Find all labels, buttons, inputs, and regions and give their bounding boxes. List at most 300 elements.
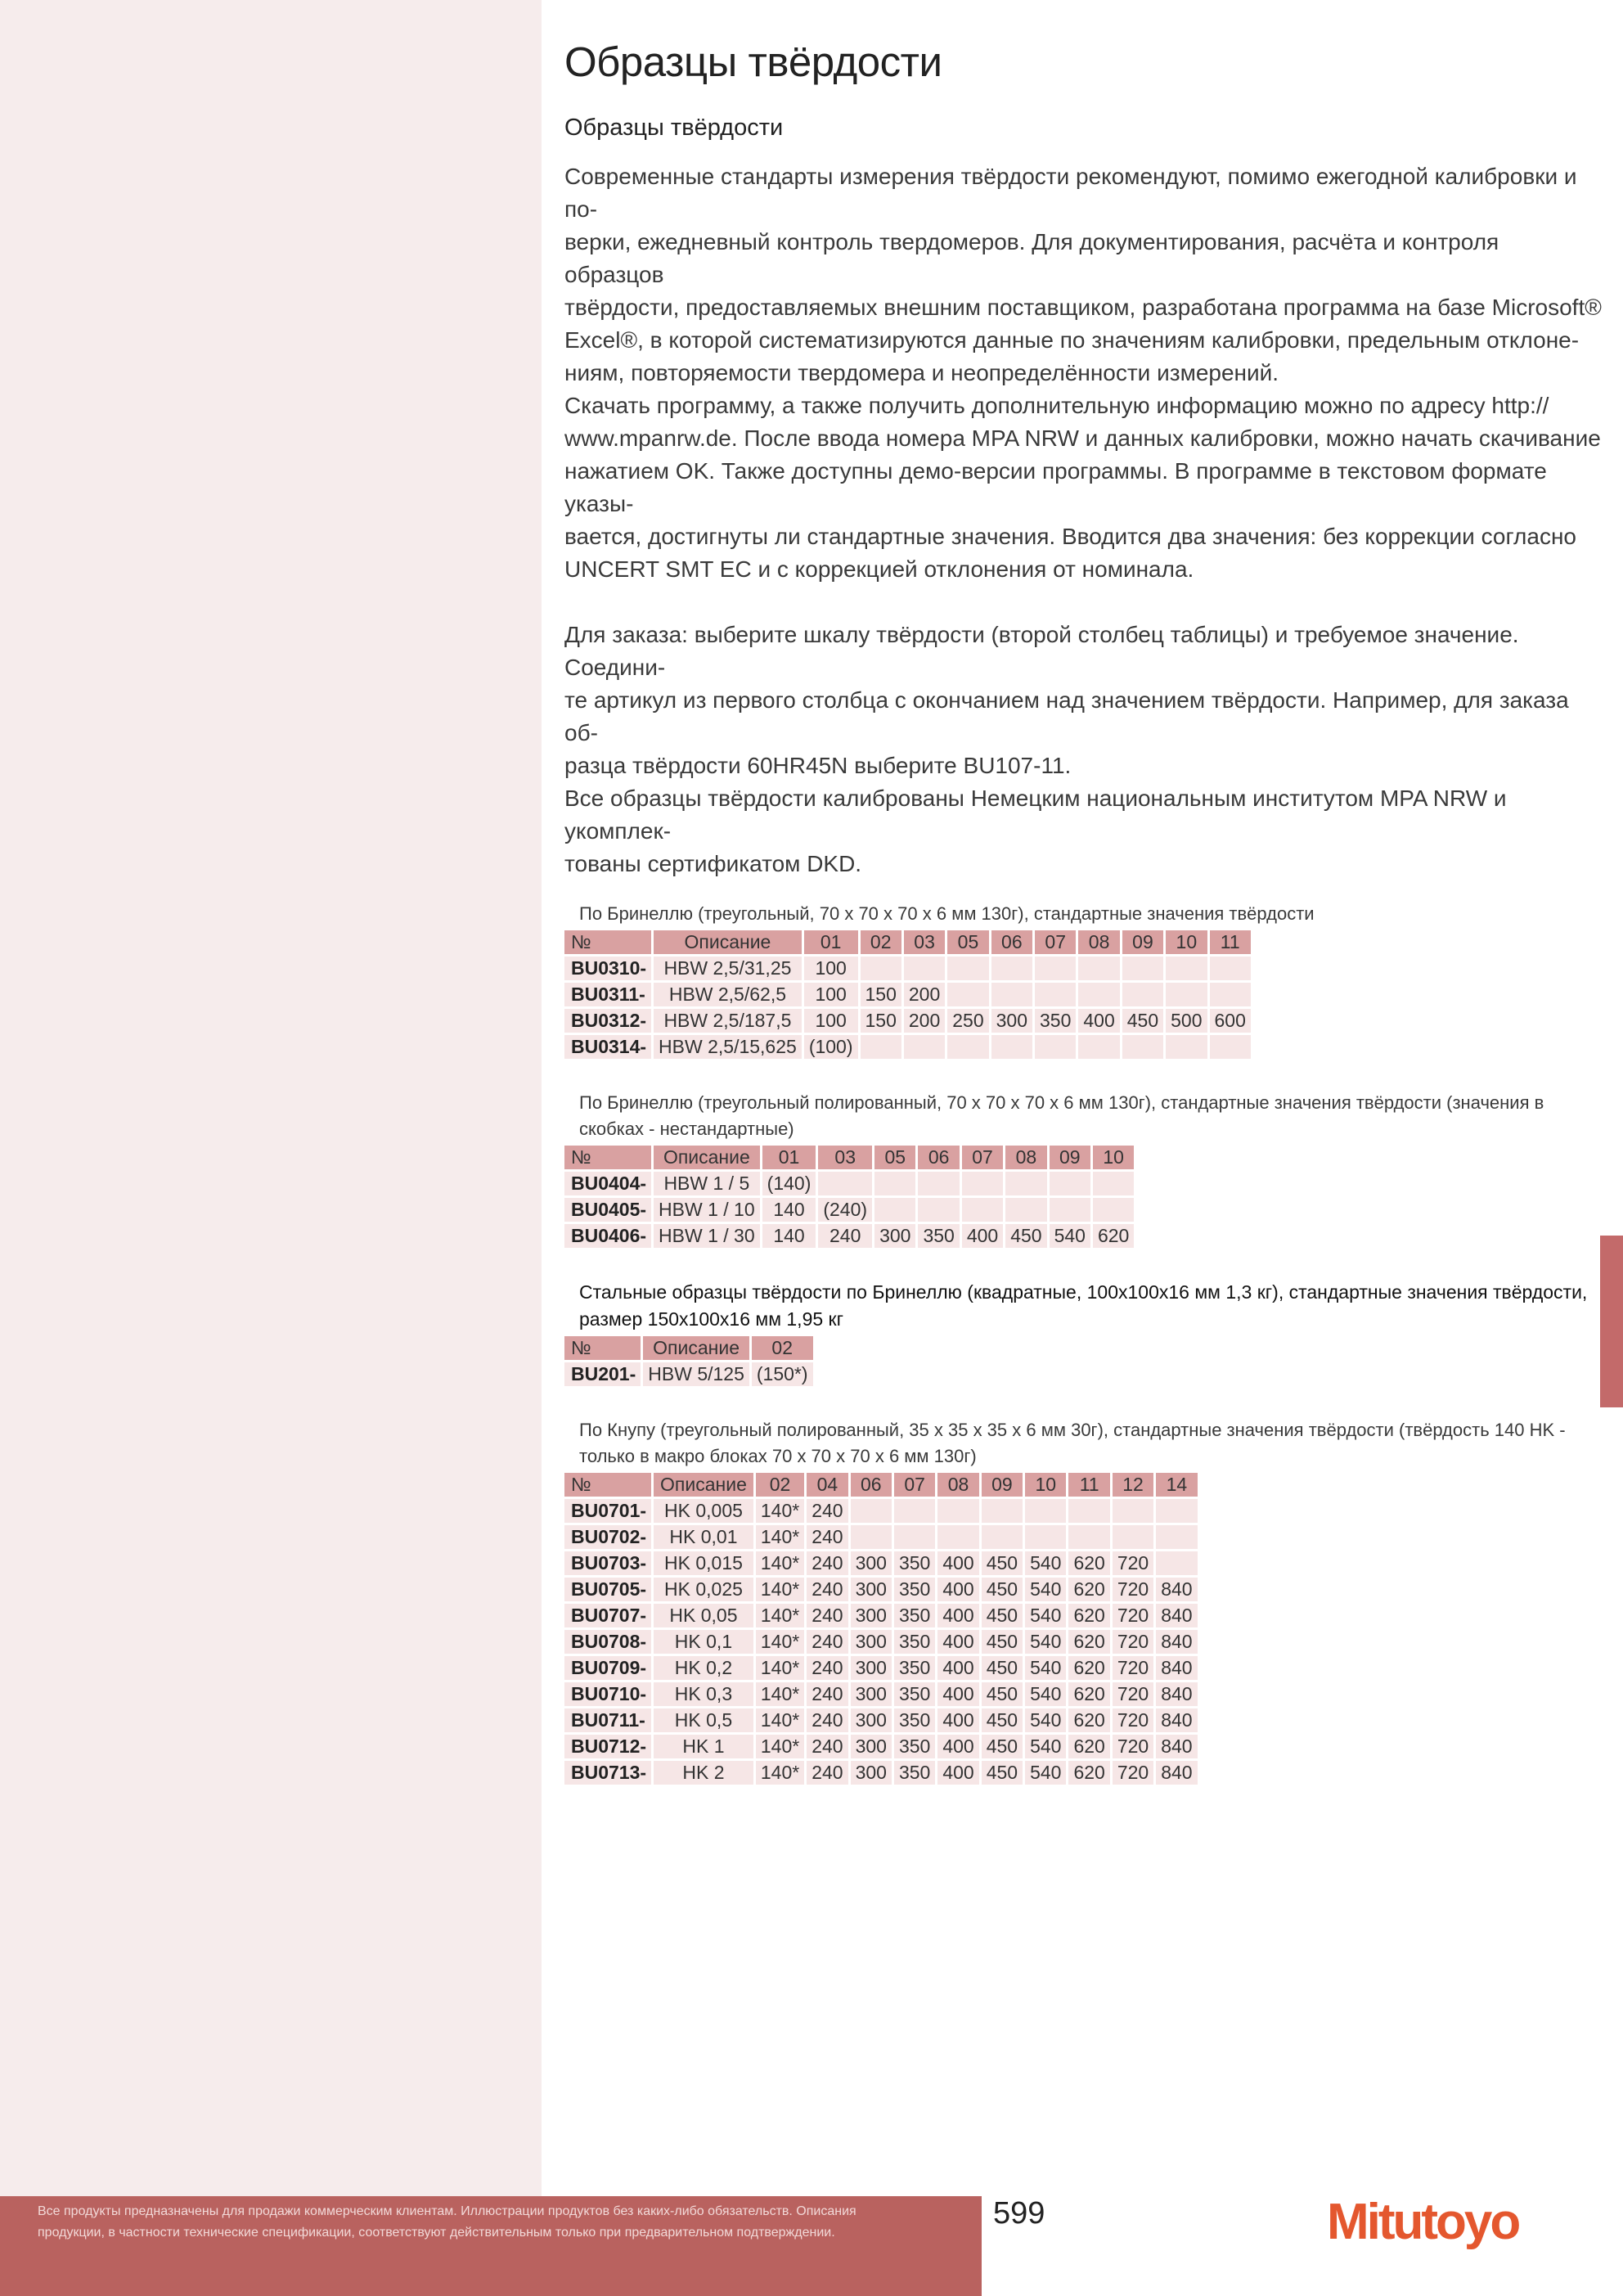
value-cell: 140 — [762, 1198, 816, 1222]
value-cell — [1093, 1172, 1134, 1195]
column-header: № — [564, 930, 651, 954]
value-cell: 240 — [807, 1604, 847, 1627]
value-cell: 450 — [982, 1604, 1023, 1627]
text-line: разца твёрдости 60HR45N выберите BU107-11. — [564, 753, 1072, 778]
value-cell: 500 — [1166, 1009, 1207, 1033]
column-header: 06 — [851, 1473, 892, 1497]
value-cell: 140* — [756, 1761, 804, 1785]
value-cell: 450 — [982, 1656, 1023, 1680]
value-cell: 300 — [851, 1656, 892, 1680]
intro-paragraph — [564, 160, 1603, 586]
value-cell — [937, 1499, 978, 1523]
value-cell — [851, 1499, 892, 1523]
description-cell: HK 0,05 — [654, 1604, 753, 1627]
article-code-cell: BU0406- — [564, 1224, 651, 1248]
value-cell: 100 — [804, 1009, 858, 1033]
column-header: 14 — [1156, 1473, 1197, 1497]
value-cell: 240 — [818, 1224, 872, 1248]
value-cell — [1050, 1198, 1090, 1222]
description-cell: HK 0,5 — [654, 1708, 753, 1732]
article-code-cell: BU0705- — [564, 1578, 651, 1601]
table-row — [564, 1009, 1251, 1033]
column-header: 08 — [937, 1473, 978, 1497]
value-cell: 240 — [807, 1578, 847, 1601]
value-cell: 400 — [937, 1735, 978, 1758]
article-code-cell: BU0405- — [564, 1198, 651, 1222]
value-cell — [1035, 983, 1076, 1006]
disclaimer-line: продукции, в частности технические спецификации, соответствуют действительным только при предварительном подтверждении. — [38, 2226, 835, 2240]
article-code-cell: BU0310- — [564, 957, 651, 980]
column-header: № — [564, 1336, 641, 1360]
value-cell: 720 — [1113, 1630, 1153, 1654]
value-cell: 300 — [851, 1630, 892, 1654]
value-cell: 400 — [937, 1604, 978, 1627]
text-line: UNCERT SMT EC и с коррекцией отклонения от номинала. — [564, 556, 1194, 582]
table-row — [564, 1551, 1198, 1575]
value-cell — [1093, 1198, 1134, 1222]
article-code-cell: BU0703- — [564, 1551, 651, 1575]
value-cell: 450 — [982, 1761, 1023, 1785]
spec-table — [562, 1334, 816, 1389]
value-cell: 300 — [851, 1735, 892, 1758]
value-cell: 240 — [807, 1525, 847, 1549]
table-caption: размер 150x100x16 мм 1,95 кг — [579, 1308, 843, 1330]
text-line: Современные стандарты измерения твёрдости рекомендуют, помимо ежегодной калибровки и по- — [564, 164, 1577, 222]
value-cell: 450 — [982, 1551, 1023, 1575]
value-cell — [1156, 1525, 1197, 1549]
column-header: 02 — [861, 930, 901, 954]
value-cell: 720 — [1113, 1604, 1153, 1627]
disclaimer-line: Все продукты предназначены для продажи коммерческим клиентам. Иллюстрации продуктов без каких-либо обязательств. Описания — [38, 2204, 856, 2218]
column-header: 02 — [752, 1336, 813, 1360]
column-header: 06 — [918, 1146, 959, 1169]
description-cell: HBW 1 / 5 — [654, 1172, 760, 1195]
value-cell: 350 — [894, 1630, 935, 1654]
value-cell: 240 — [807, 1499, 847, 1523]
value-cell: 720 — [1113, 1761, 1153, 1785]
description-cell: HK 1 — [654, 1735, 753, 1758]
value-cell: 350 — [894, 1656, 935, 1680]
value-cell: 720 — [1113, 1551, 1153, 1575]
value-cell — [1078, 1035, 1119, 1059]
article-code-cell: BU0711- — [564, 1708, 651, 1732]
value-cell — [1035, 1035, 1076, 1059]
value-cell: 540 — [1025, 1604, 1066, 1627]
value-cell: 840 — [1156, 1656, 1197, 1680]
value-cell — [1078, 983, 1119, 1006]
table-row — [564, 1035, 1251, 1059]
value-cell: 840 — [1156, 1578, 1197, 1601]
value-cell: (240) — [818, 1198, 872, 1222]
column-header: 03 — [818, 1146, 872, 1169]
value-cell: 400 — [937, 1630, 978, 1654]
value-cell — [947, 1035, 988, 1059]
value-cell: 400 — [1078, 1009, 1119, 1033]
table-caption: По Бринеллю (треугольный, 70 x 70 x 70 x 6 мм 130г), стандартные значения твёрдости — [579, 903, 1315, 924]
column-header: 01 — [804, 930, 858, 954]
article-code-cell: BU0404- — [564, 1172, 651, 1195]
table-header-row — [564, 930, 1251, 954]
value-cell: 840 — [1156, 1604, 1197, 1627]
table-header-row — [564, 1336, 813, 1360]
value-cell: 350 — [894, 1578, 935, 1601]
value-cell — [991, 957, 1032, 980]
description-cell: HK 0,3 — [654, 1682, 753, 1706]
value-cell: 350 — [894, 1682, 935, 1706]
value-cell — [1166, 983, 1207, 1006]
column-header: 04 — [807, 1473, 847, 1497]
value-cell: 350 — [894, 1735, 935, 1758]
text-line: www.mpanrw.de. После ввода номера MPA NRW и данных калибровки, можно начать скачивание — [564, 425, 1601, 451]
value-cell — [1166, 1035, 1207, 1059]
column-header: Описание — [654, 1473, 753, 1497]
value-cell: 100 — [804, 957, 858, 980]
value-cell — [991, 983, 1032, 1006]
value-cell: 200 — [904, 983, 945, 1006]
article-code-cell: BU0702- — [564, 1525, 651, 1549]
column-header: № — [564, 1146, 651, 1169]
table-caption: По Бринеллю (треугольный полированный, 70 x 70 x 70 x 6 мм 130г), стандартные значения твёрдости (значения в — [579, 1092, 1544, 1113]
value-cell: 720 — [1113, 1735, 1153, 1758]
table-row — [564, 1198, 1134, 1222]
value-cell — [1025, 1499, 1066, 1523]
section-subtitle: Образцы твёрдости — [564, 115, 784, 141]
text-line: Все образцы твёрдости калиброваны Немецким национальным институтом MPA NRW и укомплек- — [564, 786, 1507, 844]
footer-disclaimer — [38, 2201, 962, 2244]
article-code-cell: BU0707- — [564, 1604, 651, 1627]
value-cell: 300 — [851, 1682, 892, 1706]
text-line: верки, ежедневный контроль твердомеров. Для документирования, расчёта и контроля образцов — [564, 229, 1499, 287]
column-header: 10 — [1025, 1473, 1066, 1497]
value-cell — [1035, 957, 1076, 980]
value-cell: 450 — [1122, 1009, 1163, 1033]
article-code-cell: BU0708- — [564, 1630, 651, 1654]
value-cell: 240 — [807, 1656, 847, 1680]
value-cell: 140* — [756, 1735, 804, 1758]
table-row — [564, 1172, 1134, 1195]
value-cell: 140* — [756, 1578, 804, 1601]
value-cell — [861, 957, 901, 980]
value-cell — [918, 1172, 959, 1195]
value-cell: 620 — [1068, 1761, 1109, 1785]
value-cell: 540 — [1025, 1708, 1066, 1732]
value-cell: (150*) — [752, 1362, 813, 1386]
table-row — [564, 957, 1251, 980]
article-code-cell: BU0713- — [564, 1761, 651, 1785]
table-row — [564, 1525, 1198, 1549]
column-header: 10 — [1093, 1146, 1134, 1169]
column-header: 11 — [1068, 1473, 1109, 1497]
value-cell — [918, 1198, 959, 1222]
description-cell: HBW 2,5/187,5 — [654, 1009, 802, 1033]
value-cell: 240 — [807, 1682, 847, 1706]
value-cell — [1068, 1525, 1109, 1549]
value-cell: 620 — [1068, 1578, 1109, 1601]
spec-table — [562, 1470, 1200, 1787]
value-cell: 540 — [1025, 1630, 1066, 1654]
spec-table-block — [564, 902, 1603, 1061]
value-cell: 540 — [1025, 1578, 1066, 1601]
value-cell: 620 — [1068, 1656, 1109, 1680]
value-cell: 620 — [1068, 1604, 1109, 1627]
value-cell — [1210, 957, 1251, 980]
value-cell: 720 — [1113, 1578, 1153, 1601]
value-cell: 450 — [982, 1630, 1023, 1654]
value-cell — [1025, 1525, 1066, 1549]
column-header: 07 — [894, 1473, 935, 1497]
value-cell — [904, 957, 945, 980]
value-cell: 350 — [894, 1761, 935, 1785]
value-cell: 720 — [1113, 1708, 1153, 1732]
value-cell: 720 — [1113, 1656, 1153, 1680]
spec-table-block — [564, 1280, 1603, 1389]
text-line: тованы сертификатом DKD. — [564, 851, 862, 876]
column-header: 05 — [947, 930, 988, 954]
table-header-row — [564, 1146, 1134, 1169]
value-cell: 240 — [807, 1708, 847, 1732]
value-cell: 840 — [1156, 1735, 1197, 1758]
table-header-row — [564, 1473, 1198, 1497]
value-cell: 840 — [1156, 1682, 1197, 1706]
table-row — [564, 1499, 1198, 1523]
value-cell: 400 — [937, 1551, 978, 1575]
table-row — [564, 1708, 1198, 1732]
text-line: Для заказа: выберите шкалу твёрдости (второй столбец таблицы) и требуемое значение. Соедини- — [564, 622, 1519, 680]
order-paragraph — [564, 619, 1603, 880]
article-code-cell: BU0701- — [564, 1499, 651, 1523]
column-header: 09 — [982, 1473, 1023, 1497]
value-cell — [1078, 957, 1119, 980]
text-line: нажатием OK. Также доступны демо-версии программы. В программе в текстовом формате указы- — [564, 458, 1547, 516]
column-header: 07 — [962, 1146, 1003, 1169]
article-code-cell: BU0709- — [564, 1656, 651, 1680]
value-cell: 140* — [756, 1551, 804, 1575]
value-cell — [962, 1198, 1003, 1222]
text-line: Excel®, в которой систематизируются данные по значениям калибровки, предельным отклоне- — [564, 327, 1580, 353]
page-title: Образцы твёрдости — [564, 38, 942, 85]
value-cell: 300 — [991, 1009, 1032, 1033]
description-cell: HBW 5/125 — [643, 1362, 749, 1386]
value-cell — [874, 1172, 915, 1195]
value-cell — [1050, 1172, 1090, 1195]
mitutoyo-logo — [1327, 2190, 1580, 2255]
article-code-cell: BU201- — [564, 1362, 641, 1386]
value-cell — [991, 1035, 1032, 1059]
value-cell — [894, 1525, 935, 1549]
description-cell: HK 0,1 — [654, 1630, 753, 1654]
column-header: № — [564, 1473, 651, 1497]
value-cell: 540 — [1025, 1682, 1066, 1706]
description-cell: HK 0,01 — [654, 1525, 753, 1549]
value-cell: 540 — [1025, 1656, 1066, 1680]
table-row — [564, 983, 1251, 1006]
article-code-cell: BU0314- — [564, 1035, 651, 1059]
column-header: 10 — [1166, 930, 1207, 954]
value-cell: 240 — [807, 1761, 847, 1785]
description-cell: HBW 1 / 30 — [654, 1224, 760, 1248]
column-header: 09 — [1050, 1146, 1090, 1169]
value-cell: 400 — [937, 1682, 978, 1706]
value-cell: 150 — [861, 983, 901, 1006]
value-cell: (100) — [804, 1035, 858, 1059]
article-code-cell: BU0710- — [564, 1682, 651, 1706]
main-content — [564, 33, 1603, 1787]
column-header: 11 — [1210, 930, 1251, 954]
value-cell: (140) — [762, 1172, 816, 1195]
value-cell: 140* — [756, 1682, 804, 1706]
side-section-tab — [1600, 1236, 1623, 1407]
value-cell: 400 — [962, 1224, 1003, 1248]
value-cell: 300 — [851, 1761, 892, 1785]
value-cell — [1156, 1499, 1197, 1523]
table-row — [564, 1630, 1198, 1654]
article-code-cell: BU0311- — [564, 983, 651, 1006]
value-cell — [851, 1525, 892, 1549]
column-header: 02 — [756, 1473, 804, 1497]
spec-table — [562, 1143, 1136, 1250]
value-cell: 400 — [937, 1578, 978, 1601]
tables-area — [564, 902, 1603, 1787]
table-row — [564, 1656, 1198, 1680]
spec-table — [562, 928, 1253, 1061]
value-cell: 400 — [937, 1656, 978, 1680]
column-header: 08 — [1078, 930, 1119, 954]
value-cell — [1166, 957, 1207, 980]
value-cell: 250 — [947, 1009, 988, 1033]
value-cell: 840 — [1156, 1708, 1197, 1732]
value-cell: 620 — [1068, 1708, 1109, 1732]
value-cell — [1122, 983, 1163, 1006]
value-cell — [1005, 1172, 1046, 1195]
value-cell: 620 — [1068, 1735, 1109, 1758]
value-cell — [1122, 957, 1163, 980]
text-line: вается, достигнуты ли стандартные значения. Вводится два значения: без коррекции согласно — [564, 524, 1577, 549]
value-cell: 350 — [894, 1604, 935, 1627]
spec-table-block — [564, 1091, 1603, 1250]
value-cell — [1156, 1551, 1197, 1575]
value-cell: 350 — [894, 1708, 935, 1732]
description-cell: HBW 2,5/62,5 — [654, 983, 802, 1006]
column-header: 03 — [904, 930, 945, 954]
value-cell: 200 — [904, 1009, 945, 1033]
table-row — [564, 1604, 1198, 1627]
value-cell: 140* — [756, 1525, 804, 1549]
value-cell — [1210, 983, 1251, 1006]
spec-table-block — [564, 1418, 1603, 1787]
brand-name: Mitutoyo — [1327, 2194, 1519, 2250]
description-cell: HBW 2,5/15,625 — [654, 1035, 802, 1059]
value-cell — [1068, 1499, 1109, 1523]
value-cell: 140* — [756, 1604, 804, 1627]
column-header: 12 — [1113, 1473, 1153, 1497]
value-cell — [874, 1198, 915, 1222]
description-cell: HK 2 — [654, 1761, 753, 1785]
column-header: 09 — [1122, 930, 1163, 954]
description-cell: HK 0,015 — [654, 1551, 753, 1575]
column-header: 08 — [1005, 1146, 1046, 1169]
column-header: 06 — [991, 930, 1032, 954]
value-cell: 450 — [982, 1682, 1023, 1706]
left-margin-band — [0, 0, 542, 2196]
value-cell: 150 — [861, 1009, 901, 1033]
description-cell: HK 0,2 — [654, 1656, 753, 1680]
value-cell: 450 — [1005, 1224, 1046, 1248]
text-line: ниям, повторяемости твердомера и неопределённости измерений. — [564, 360, 1279, 385]
text-line: твёрдости, предоставляемых внешним поставщиком, разработана программа на базе Microsoft® — [564, 295, 1602, 320]
value-cell: 240 — [807, 1551, 847, 1575]
value-cell: 300 — [851, 1578, 892, 1601]
value-cell: 620 — [1068, 1682, 1109, 1706]
value-cell — [1113, 1499, 1153, 1523]
value-cell: 620 — [1068, 1551, 1109, 1575]
table-row — [564, 1682, 1198, 1706]
value-cell: 300 — [851, 1708, 892, 1732]
value-cell: 140 — [762, 1224, 816, 1248]
column-header: Описание — [654, 930, 802, 954]
column-header: 05 — [874, 1146, 915, 1169]
value-cell — [904, 1035, 945, 1059]
value-cell — [947, 957, 988, 980]
description-cell: HBW 2,5/31,25 — [654, 957, 802, 980]
table-row — [564, 1761, 1198, 1785]
value-cell: 600 — [1210, 1009, 1251, 1033]
value-cell — [947, 983, 988, 1006]
value-cell — [894, 1499, 935, 1523]
table-caption: только в макро блоках 70 x 70 x 70 x 6 мм 130г) — [579, 1446, 977, 1466]
article-code-cell: BU0312- — [564, 1009, 651, 1033]
value-cell: 300 — [851, 1604, 892, 1627]
value-cell: 350 — [1035, 1009, 1076, 1033]
value-cell: 400 — [937, 1708, 978, 1732]
value-cell — [982, 1499, 1023, 1523]
table-row — [564, 1735, 1198, 1758]
value-cell — [1113, 1525, 1153, 1549]
value-cell: 350 — [918, 1224, 959, 1248]
value-cell: 840 — [1156, 1761, 1197, 1785]
value-cell: 450 — [982, 1735, 1023, 1758]
value-cell: 540 — [1025, 1551, 1066, 1575]
value-cell: 450 — [982, 1708, 1023, 1732]
value-cell: 720 — [1113, 1682, 1153, 1706]
description-cell: HK 0,005 — [654, 1499, 753, 1523]
page-number: 599 — [993, 2196, 1045, 2231]
value-cell: 300 — [874, 1224, 915, 1248]
value-cell: 140* — [756, 1499, 804, 1523]
value-cell: 400 — [937, 1761, 978, 1785]
value-cell — [962, 1172, 1003, 1195]
description-cell: HBW 1 / 10 — [654, 1198, 760, 1222]
value-cell — [1210, 1035, 1251, 1059]
description-cell: HK 0,025 — [654, 1578, 753, 1601]
value-cell — [982, 1525, 1023, 1549]
value-cell: 140* — [756, 1656, 804, 1680]
column-header: Описание — [654, 1146, 760, 1169]
table-caption: По Кнупу (треугольный полированный, 35 x 35 x 35 x 6 мм 30г), стандартные значения твёрдости (твёрдость 140 HK - — [579, 1420, 1566, 1440]
value-cell: 540 — [1025, 1761, 1066, 1785]
table-row — [564, 1578, 1198, 1601]
value-cell: 540 — [1050, 1224, 1090, 1248]
table-row — [564, 1224, 1134, 1248]
value-cell — [861, 1035, 901, 1059]
value-cell: 300 — [851, 1551, 892, 1575]
text-line: Скачать программу, а также получить дополнительную информацию можно по адресу http:// — [564, 393, 1549, 418]
value-cell: 620 — [1093, 1224, 1134, 1248]
value-cell: 240 — [807, 1630, 847, 1654]
table-caption: Стальные образцы твёрдости по Бринеллю (квадратные, 100x100x16 мм 1,3 кг), стандартные значения твёрдости, — [579, 1281, 1588, 1303]
table-caption: скобках - нестандартные) — [579, 1119, 794, 1139]
value-cell: 540 — [1025, 1735, 1066, 1758]
article-code-cell: BU0712- — [564, 1735, 651, 1758]
